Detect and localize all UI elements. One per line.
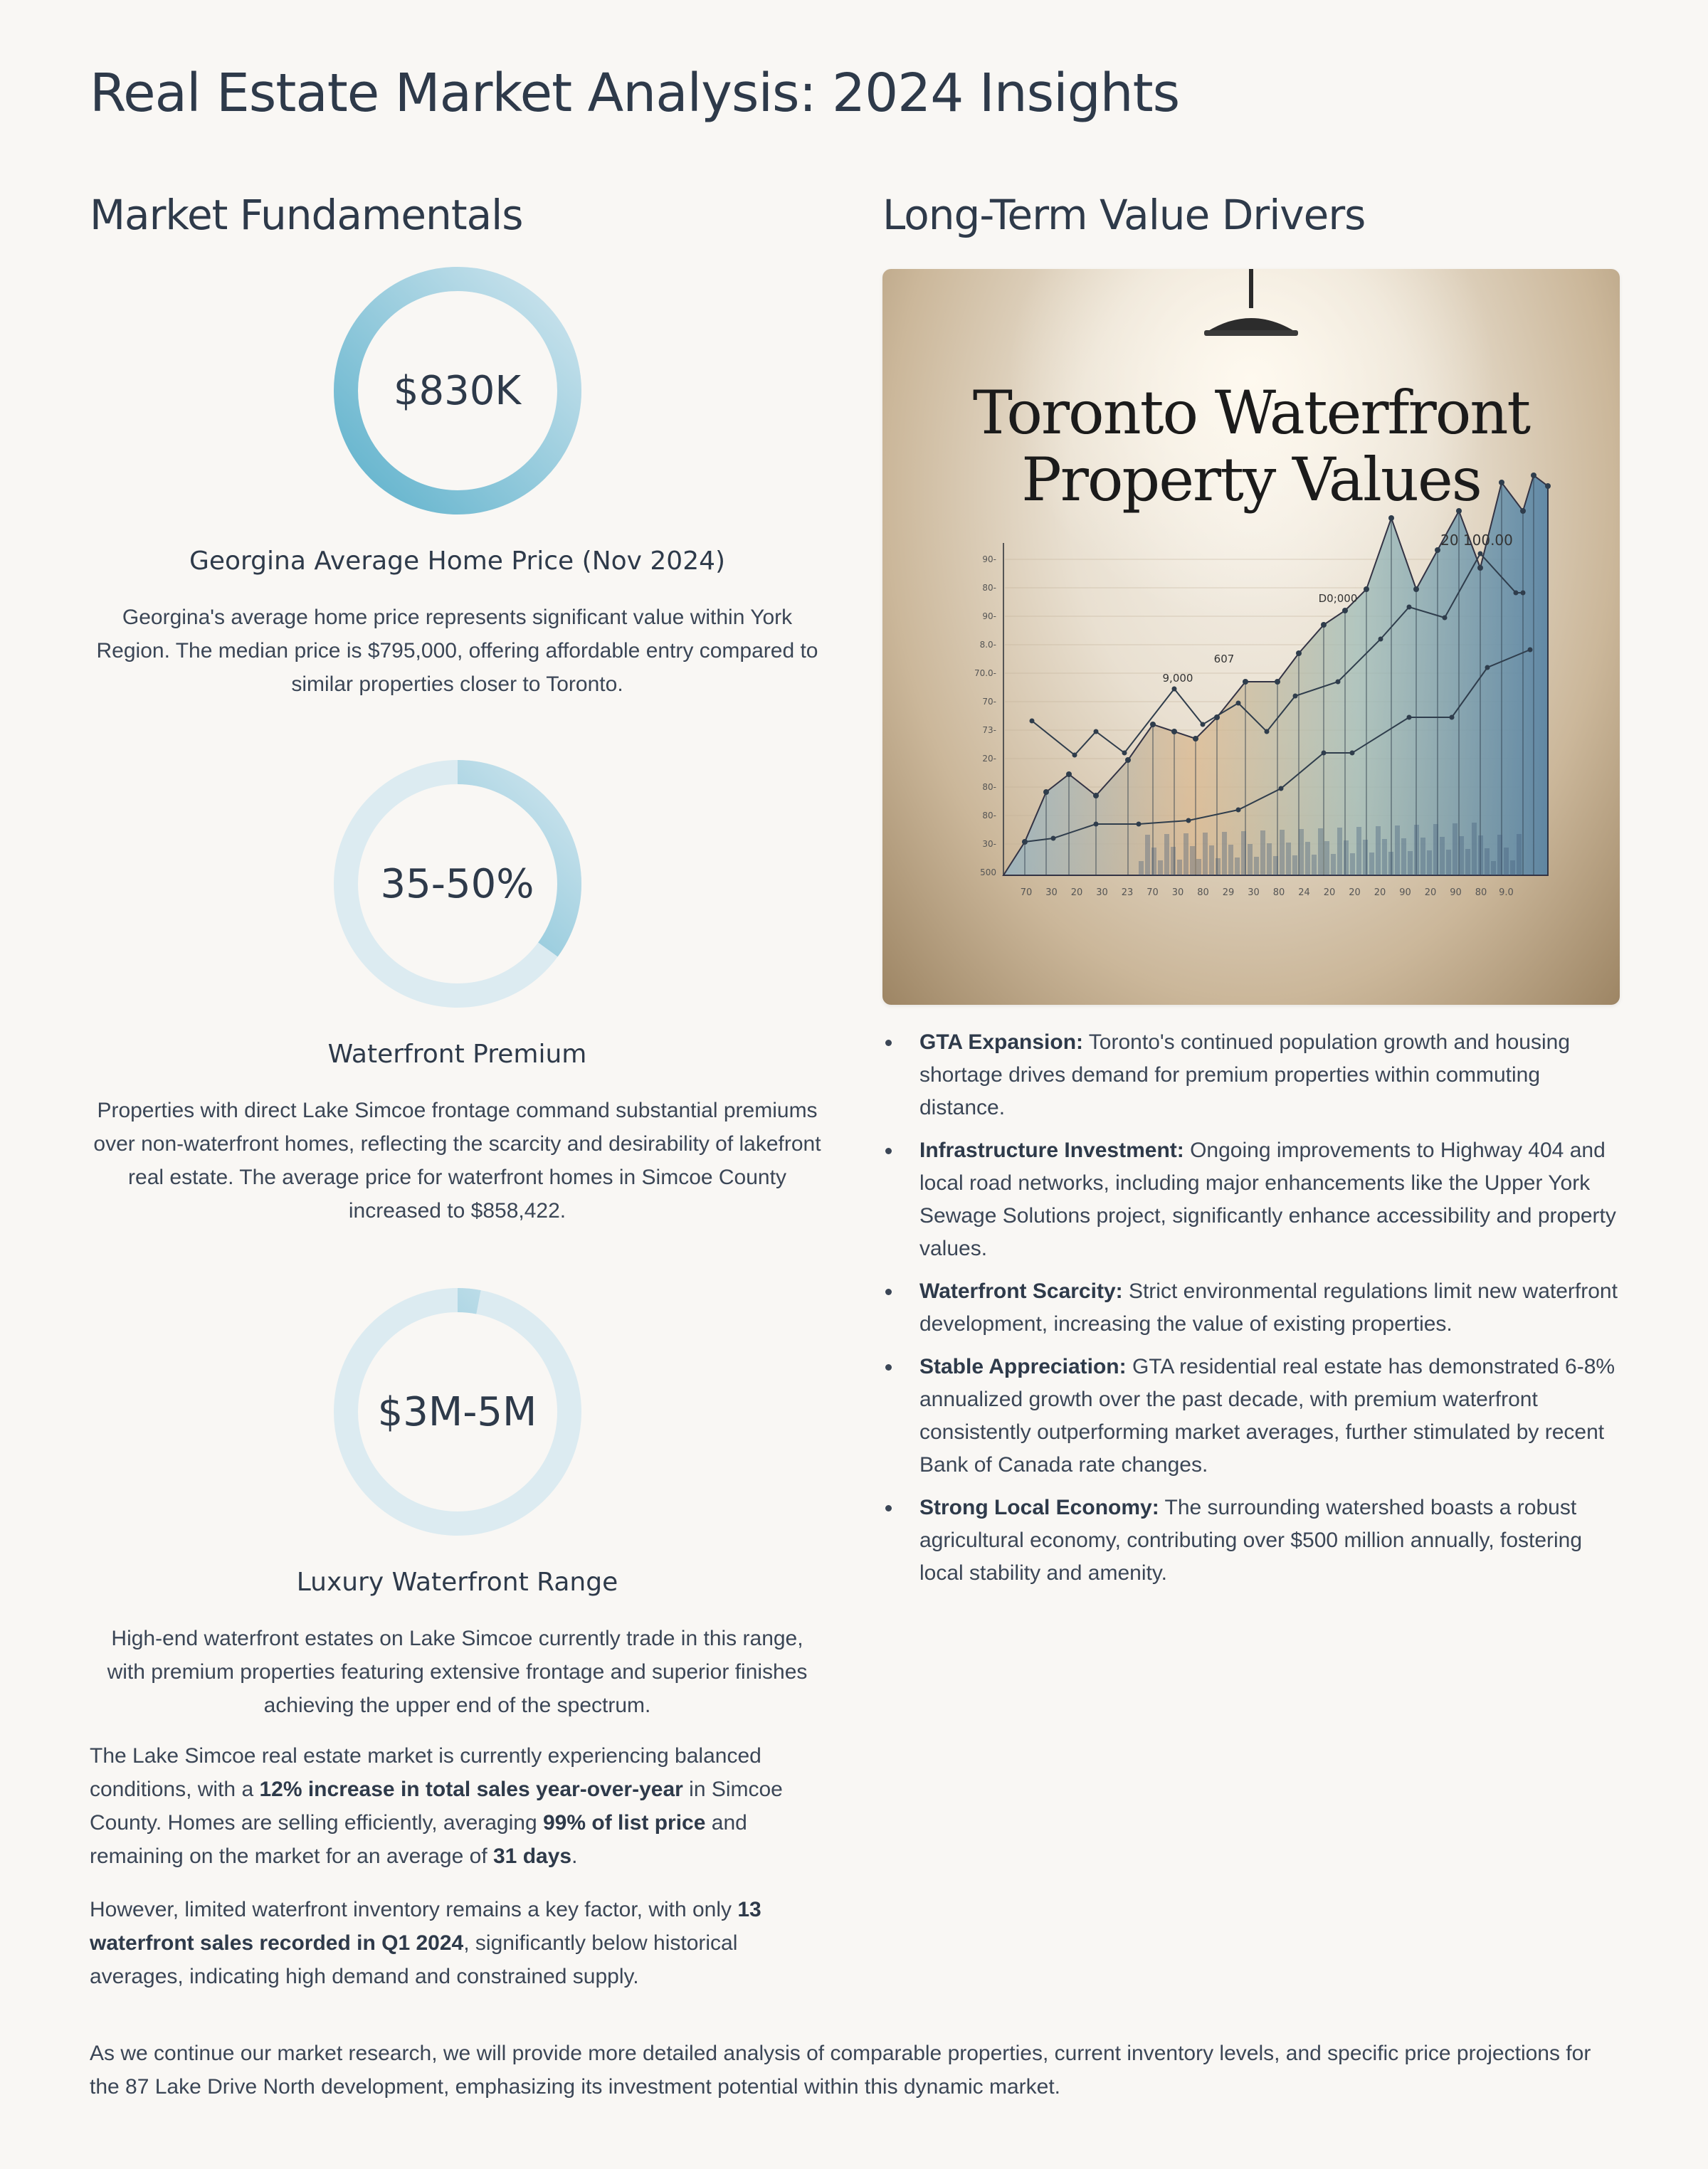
poster-skyline-building xyxy=(1337,828,1342,875)
poster-skyline-building xyxy=(1241,831,1246,875)
emphasis-list-price: 99% of list price xyxy=(543,1811,706,1835)
poster-y-tick-label: 73- xyxy=(982,725,996,735)
poster-point xyxy=(1450,715,1455,720)
lamp-rim xyxy=(1204,330,1298,336)
poster-skyline-building xyxy=(1408,851,1413,875)
list-item xyxy=(882,1134,1620,1265)
poster-point xyxy=(1388,515,1394,521)
list-item xyxy=(882,1351,1620,1482)
poster-point xyxy=(1521,591,1526,596)
poster-point xyxy=(1378,637,1383,642)
poster-y-tick-label: 500 xyxy=(980,867,996,877)
poster-skyline-building xyxy=(1209,845,1214,875)
bullet-icon xyxy=(885,1040,892,1046)
poster-point xyxy=(1186,818,1191,823)
emphasis-sales-increase: 12% increase in total sales year-over-year xyxy=(259,1778,683,1801)
poster-skyline-building xyxy=(1248,844,1253,875)
poster-x-tick-label: 80 xyxy=(1197,887,1209,898)
poster-x-tick-label: 30 xyxy=(1248,887,1260,898)
poster-y-tick-label: 70- xyxy=(982,697,996,707)
poster-title-line: Toronto Waterfront xyxy=(972,378,1530,448)
poster-skyline-building xyxy=(1139,861,1144,875)
poster-x-tick-label: 20 xyxy=(1070,887,1083,898)
poster-skyline-building xyxy=(1145,835,1150,875)
poster-point xyxy=(1066,771,1072,777)
poster-skyline-building xyxy=(1446,850,1451,875)
poster-skyline-building xyxy=(1420,838,1425,875)
poster-point xyxy=(1093,793,1099,798)
poster-skyline-building xyxy=(1395,825,1400,875)
stat-description: Properties with direct Lake Simcoe frontage command substantial premiums over non-waterfront homes, reflecting the scarcity and desirability of lakefront real estate. The average price for waterfront homes in Simcoe County increased to $858,422. xyxy=(93,1099,821,1223)
poster-skyline-building xyxy=(1235,857,1240,875)
poster-x-tick-label: 30 xyxy=(1171,887,1184,898)
stat-waterfront-premium xyxy=(90,759,825,1228)
poster-point xyxy=(1477,565,1483,571)
poster-skyline-building xyxy=(1459,836,1464,875)
poster-point xyxy=(1350,751,1355,756)
poster-point xyxy=(1342,608,1348,613)
poster-y-tick-label: 30- xyxy=(982,839,996,849)
poster-skyline-building xyxy=(1433,824,1438,875)
poster-skyline-building xyxy=(1216,858,1221,875)
poster-point xyxy=(1051,836,1056,841)
poster-skyline-building xyxy=(1485,848,1490,875)
poster-point xyxy=(1296,650,1302,656)
poster-point xyxy=(1293,694,1298,699)
poster-skyline-building xyxy=(1369,853,1374,875)
poster-title-line: Property Values xyxy=(1021,445,1481,514)
poster-y-tick-label: 80- xyxy=(982,782,996,792)
progress-ring xyxy=(333,266,582,515)
poster-x-tick-label: 24 xyxy=(1298,887,1310,898)
poster-y-tick-label: 80- xyxy=(982,583,996,593)
poster-skyline-building xyxy=(1222,832,1227,875)
market-summary-paragraph xyxy=(90,1739,825,1873)
poster-point xyxy=(1485,665,1490,670)
poster-x-tick-label: 20 xyxy=(1424,887,1437,898)
bullet-text: Strict environmental regulations limit new waterfront development, increasing the value of existing properties. xyxy=(919,1279,1618,1336)
poster-annotation: 20 100.00 xyxy=(1440,532,1513,549)
market-fundamentals-column xyxy=(90,186,825,1988)
poster-point xyxy=(1478,552,1483,556)
page xyxy=(90,0,1620,2169)
poster-skyline-building xyxy=(1324,841,1329,875)
bullet-label: GTA Expansion: xyxy=(919,1030,1084,1054)
poster-point xyxy=(1243,679,1248,685)
poster-annotation: 607 xyxy=(1213,653,1235,665)
poster-point xyxy=(1528,648,1533,653)
poster-point xyxy=(1043,789,1049,795)
poster-skyline-building xyxy=(1356,827,1361,875)
poster-y-tick-label: 70.0- xyxy=(974,668,996,678)
poster-skyline-building xyxy=(1305,842,1310,875)
poster-point xyxy=(1265,729,1270,734)
bullet-text: GTA residential real estate has demonstrated 6-8% annualized growth over the past decade, with premium waterfront consistently outperforming market averages, further stimulated by recent Bank of Canada rate changes. xyxy=(919,1355,1615,1477)
bullet-icon xyxy=(885,1148,892,1154)
bullet-icon xyxy=(885,1289,892,1295)
poster-x-tick-label: 20 xyxy=(1323,887,1336,898)
poster-point xyxy=(1094,822,1099,827)
poster-x-tick-label: 90 xyxy=(1450,887,1462,898)
inventory-paragraph xyxy=(90,1893,825,1993)
poster-skyline-building xyxy=(1504,848,1509,875)
poster-x-tick-label: 90 xyxy=(1399,887,1411,898)
poster-skyline-building xyxy=(1388,852,1393,875)
poster-skyline-building xyxy=(1190,846,1195,875)
poster-point xyxy=(1413,586,1419,592)
poster-skyline-building xyxy=(1318,828,1323,875)
poster-skyline-building xyxy=(1344,840,1349,875)
poster-point xyxy=(1023,840,1028,845)
stat-value: $3M-5M xyxy=(377,1388,537,1435)
poster-skyline-building xyxy=(1427,850,1432,875)
poster-skyline-building xyxy=(1228,845,1233,875)
poster-skyline-building xyxy=(1203,833,1208,875)
poster-skyline-building xyxy=(1478,835,1483,875)
stat-title: Waterfront Premium xyxy=(327,1040,587,1069)
stat-luxury-range xyxy=(90,1287,825,1722)
poster-skyline-building xyxy=(1497,835,1502,875)
poster-point xyxy=(1236,808,1241,813)
bullet-label: Stable Appreciation: xyxy=(919,1355,1127,1378)
poster-x-tick-label: 9.0 xyxy=(1499,887,1514,898)
poster-point xyxy=(1407,715,1412,720)
poster-skyline-building xyxy=(1299,829,1304,875)
poster-point xyxy=(1172,687,1177,692)
poster-skyline-building xyxy=(1376,826,1381,875)
bullet-icon xyxy=(885,1364,892,1371)
poster-skyline-building xyxy=(1363,840,1368,875)
poster-skyline-building xyxy=(1331,854,1336,875)
poster-skyline-building xyxy=(1171,847,1176,875)
poster-point xyxy=(1193,736,1198,742)
poster-skyline-building xyxy=(1401,838,1406,875)
poster-skyline-building xyxy=(1280,830,1285,875)
bullet-text: The surrounding watershed boasts a robust agricultural economy, contributing over $500 million annually, fostering local stability and amenity. xyxy=(919,1496,1583,1585)
poster-point xyxy=(1336,680,1341,685)
poster-skyline-building xyxy=(1164,834,1169,875)
poster-point xyxy=(1236,701,1241,706)
stat-value: 35-50% xyxy=(380,860,534,907)
poster-x-tick-label: 70 xyxy=(1146,887,1159,898)
value-drivers-list xyxy=(882,1026,1620,1600)
bullet-text: Ongoing improvements to Highway 404 and local road networks, including major enhancements like the Upper York Sewage Solutions project, significantly enhance accessibility and property values. xyxy=(919,1139,1616,1260)
section-title-value-drivers: Long-Term Value Drivers xyxy=(882,191,1366,239)
value-drivers-column xyxy=(882,186,1620,1585)
stat-description: High-end waterfront estates on Lake Simcoe currently trade in this range, with premium properties featuring extensive frontage and superior finishes achieving the upper end of the spectrum. xyxy=(107,1627,808,1717)
poster-point xyxy=(1279,786,1284,791)
bullet-label: Infrastructure Investment: xyxy=(919,1139,1184,1162)
progress-ring xyxy=(333,759,582,1008)
poster-point xyxy=(1201,722,1206,727)
poster-skyline-building xyxy=(1286,843,1291,875)
list-item xyxy=(882,1492,1620,1590)
poster-skyline-building xyxy=(1254,857,1259,875)
poster-skyline-building xyxy=(1158,860,1163,875)
poster-skyline-building xyxy=(1510,860,1515,875)
poster-point xyxy=(1137,822,1142,827)
poster-point xyxy=(1435,547,1440,553)
poster-skyline-building xyxy=(1491,861,1496,875)
poster-point xyxy=(1171,729,1177,734)
poster-y-tick-label: 90- xyxy=(982,611,996,621)
stat-average-price xyxy=(90,266,825,701)
bullet-icon xyxy=(885,1505,892,1511)
stat-title: Luxury Waterfront Range xyxy=(296,1568,618,1597)
poster-point xyxy=(1514,591,1519,596)
list-item xyxy=(882,1026,1620,1124)
poster-skyline-building xyxy=(1414,825,1419,875)
section-title-market-fundamentals: Market Fundamentals xyxy=(90,191,523,239)
poster-point xyxy=(1030,719,1035,724)
text-run: , significantly below historical averages, indicating high demand and constrained supply. xyxy=(90,1931,738,1988)
poster-point xyxy=(1150,722,1156,727)
bullet-text: Toronto's continued population growth and housing shortage drives demand for premium properties within commuting distance. xyxy=(919,1030,1571,1119)
poster-y-tick-label: 80- xyxy=(982,811,996,820)
poster-x-tick-label: 30 xyxy=(1096,887,1108,898)
poster-point xyxy=(1407,605,1412,610)
poster-point xyxy=(1072,753,1077,758)
poster-skyline-building xyxy=(1312,855,1317,875)
poster-skyline-building xyxy=(1517,834,1522,875)
list-item xyxy=(882,1275,1620,1341)
poster-skyline-building xyxy=(1151,848,1156,875)
poster-annotation: D0;000 xyxy=(1318,592,1358,605)
emphasis-waterfront-sales: 13 waterfront sales recorded in Q1 2024 xyxy=(90,1898,761,1955)
poster-x-tick-label: 20 xyxy=(1349,887,1361,898)
page-title: Real Estate Market Analysis: 2024 Insights xyxy=(90,63,1180,124)
poster-x-tick-label: 23 xyxy=(1121,887,1134,898)
poster-point xyxy=(1125,757,1131,763)
poster-skyline-building xyxy=(1177,860,1182,875)
poster-point xyxy=(1122,751,1127,756)
poster-skyline-building xyxy=(1184,833,1188,875)
poster-skyline-building xyxy=(1472,823,1477,875)
closing-paragraph: As we continue our market research, we will provide more detailed analysis of comparable properties, current inventory levels, and specific price projections for the 87 Lake Drive North development, emphasizing its investment potential within this dynamic market. xyxy=(90,2042,1591,2099)
poster-y-tick-label: 8.0- xyxy=(979,640,996,650)
text-run: and remaining on the market for an average of xyxy=(90,1811,747,1868)
poster-x-tick-label: 29 xyxy=(1222,887,1235,898)
stat-title: Georgina Average Home Price (Nov 2024) xyxy=(189,547,726,576)
text-run: The Lake Simcoe real estate market is currently experiencing balanced conditions, with a xyxy=(90,1744,761,1801)
poster-skyline-building xyxy=(1196,859,1201,875)
poster-skyline-building xyxy=(1440,837,1445,875)
text-run: However, limited waterfront inventory remains a key factor, with only xyxy=(90,1898,738,1921)
poster-skyline-building xyxy=(1382,839,1387,875)
progress-ring xyxy=(333,1287,582,1536)
poster-x-tick-label: 30 xyxy=(1045,887,1058,898)
poster-x-tick-label: 80 xyxy=(1475,887,1487,898)
poster-point xyxy=(1364,586,1369,592)
poster-y-tick-label: 90- xyxy=(982,554,996,564)
poster-skyline-building xyxy=(1350,853,1355,875)
poster-y-tick-label: 20- xyxy=(982,754,996,764)
poster-title xyxy=(882,379,1620,513)
poster-skyline-building xyxy=(1465,849,1470,875)
text-run: in Simcoe County. Homes are selling efficiently, averaging xyxy=(90,1778,783,1835)
poster-skyline-building xyxy=(1453,823,1457,875)
lamp-cord xyxy=(1249,269,1253,308)
poster-point xyxy=(1094,729,1099,734)
bullet-label: Strong Local Economy: xyxy=(919,1496,1159,1519)
poster-skyline-building xyxy=(1260,830,1265,875)
poster-point xyxy=(1322,751,1327,756)
poster-point xyxy=(1275,679,1280,685)
waterfront-values-poster-image xyxy=(882,269,1620,1005)
poster-point xyxy=(1443,616,1448,621)
stat-description: Georgina's average home price represents significant value within York Region. The median price is $795,000, offering affordable entry compared to similar properties closer to Toronto. xyxy=(96,606,818,696)
poster-x-tick-label: 80 xyxy=(1272,887,1285,898)
bullet-label: Waterfront Scarcity: xyxy=(919,1279,1123,1303)
poster-skyline-building xyxy=(1273,856,1278,875)
text-run: . xyxy=(571,1845,578,1868)
stat-value: $830K xyxy=(393,367,522,414)
poster-point xyxy=(1321,622,1327,628)
poster-skyline-building xyxy=(1292,855,1297,875)
poster-x-tick-label: 70 xyxy=(1020,887,1033,898)
poster-skyline-building xyxy=(1267,843,1272,875)
emphasis-days-on-market: 31 days xyxy=(492,1845,572,1868)
poster-annotation: 9,000 xyxy=(1162,672,1193,685)
poster-x-tick-label: 20 xyxy=(1374,887,1386,898)
